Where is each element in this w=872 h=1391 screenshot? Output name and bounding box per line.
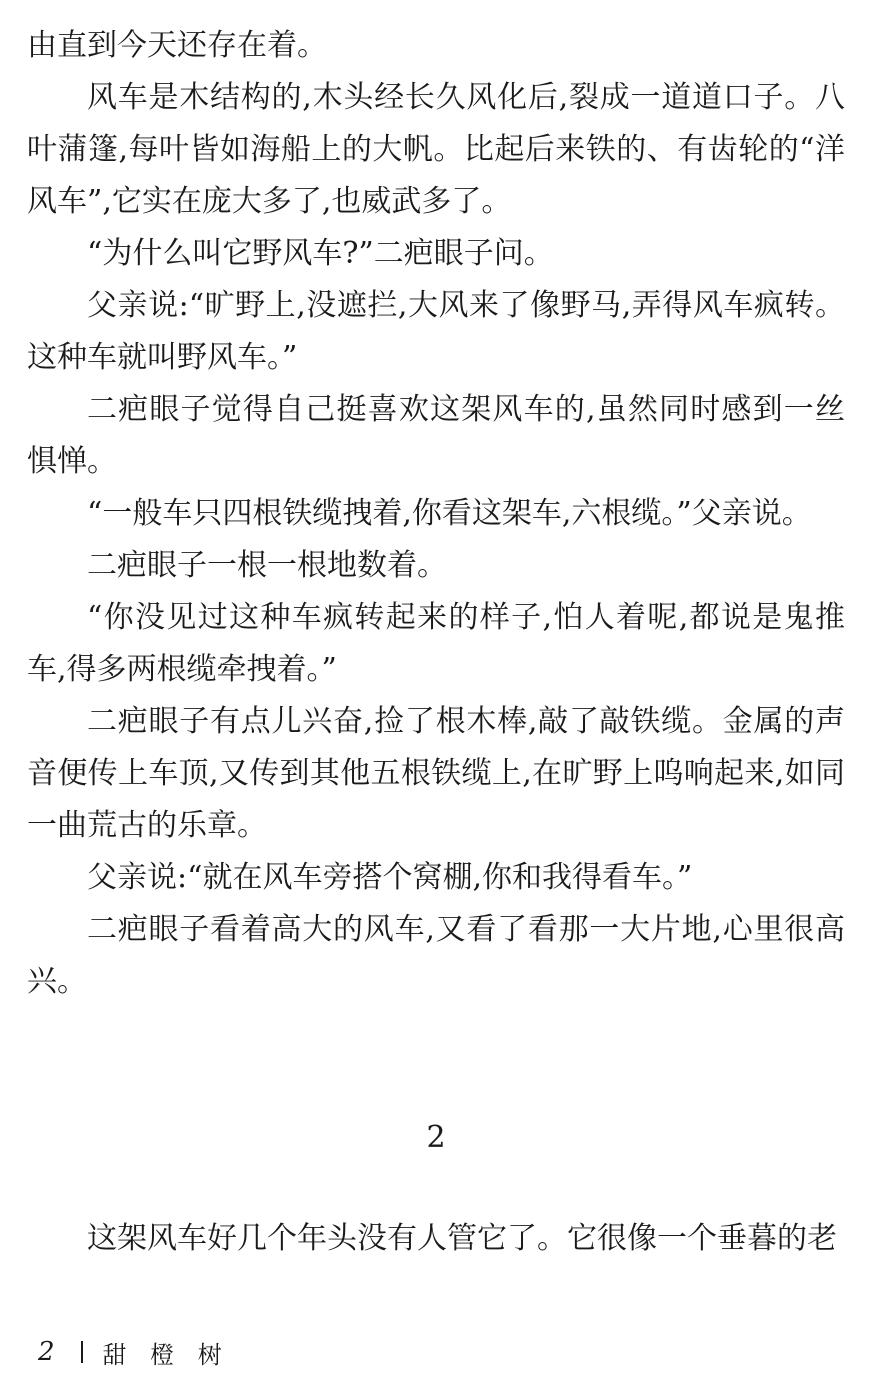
paragraph-1: 由直到今天还存在着。 — [27, 28, 327, 63]
paragraph-5: 二疤眼子觉得自己挺喜欢这架风车的,虽然同时感到一丝惧惮。 — [27, 392, 845, 479]
paragraph-11: 二疤眼子看着高大的风车,又看了看那一大片地,心里很高兴。 — [27, 912, 845, 999]
page-footer — [38, 1332, 230, 1372]
paragraph-10: 父亲说:“就在风车旁搭个窝棚,你和我得看车。” — [87, 860, 693, 895]
paragraph-6: “一般车只四根铁缆拽着,你看这架车,六根缆。”父亲说。 — [87, 496, 812, 531]
paragraph-2: 风车是木结构的,木头经长久风化后,裂成一道道口子。八叶蒲篷,每叶皆如海船上的大帆。比起后来铁的、有齿轮的“洋风车”,它实在庞大多了,也威武多了。 — [27, 80, 845, 219]
footer-divider — [81, 1341, 83, 1363]
page-number: 2 — [38, 1337, 55, 1367]
main-text-block — [27, 20, 845, 1008]
book-title: 甜 橙 树 — [102, 1340, 230, 1369]
paragraph-9: 二疤眼子有点儿兴奋,捡了根木棒,敲了敲铁缆。金属的声音便传上车顶,又传到其他五根铁缆上,在旷野上呜响起来,如同一曲荒古的乐章。 — [27, 704, 845, 843]
paragraph-7: 二疤眼子一根一根地数着。 — [87, 548, 447, 583]
section-text-block — [27, 1213, 845, 1265]
paragraph-8: “你没见过这种车疯转起来的样子,怕人着呢,都说是鬼推车,得多两根缆牵拽着。” — [27, 600, 845, 687]
section-paragraph-1: 这架风车好几个年头没有人管它了。它很像一个垂暮的老 — [87, 1221, 837, 1256]
section-number: 2 — [426, 1120, 446, 1155]
paragraph-4: 父亲说:“旷野上,没遮拦,大风来了像野马,弄得风车疯转。这种车就叫野风车。” — [27, 288, 845, 375]
paragraph-3: “为什么叫它野风车?”二疤眼子问。 — [87, 236, 554, 271]
